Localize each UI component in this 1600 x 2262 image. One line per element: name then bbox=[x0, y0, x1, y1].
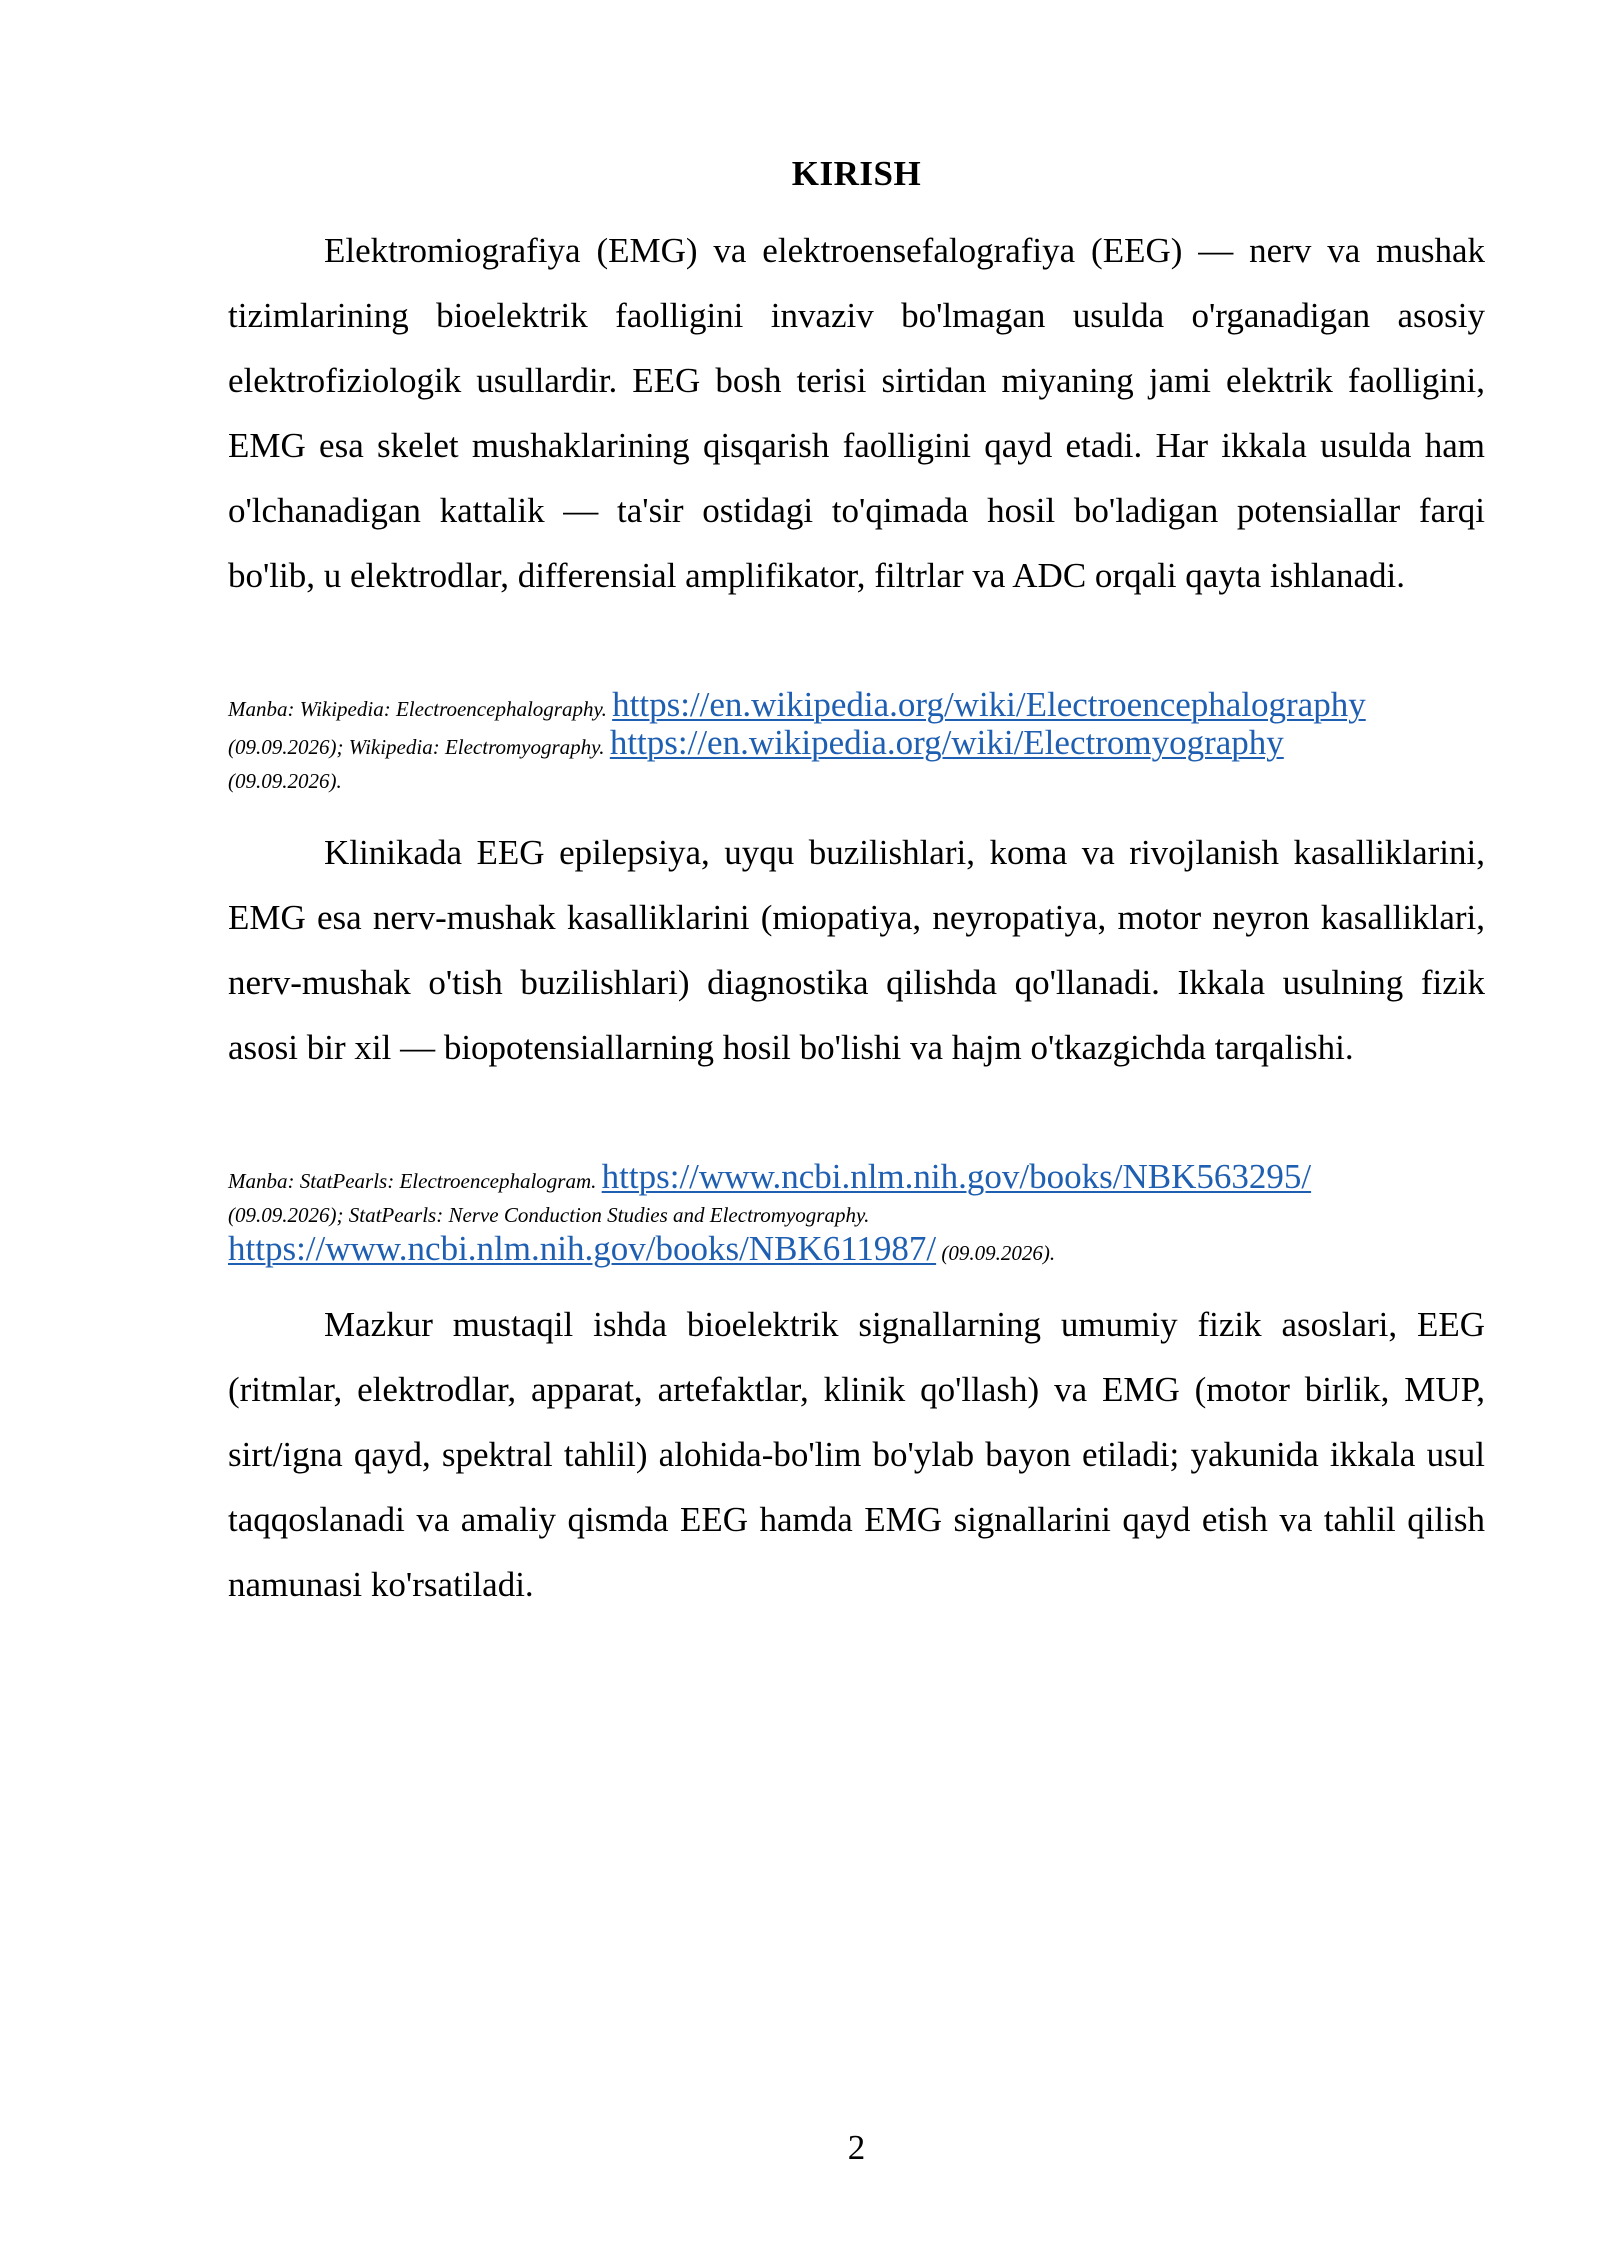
statpearls-eeg-link[interactable]: https://www.ncbi.nlm.nih.gov/books/NBK563295/ bbox=[601, 1157, 1312, 1196]
source-note-1 bbox=[228, 685, 1485, 798]
source-note-2 bbox=[228, 1157, 1485, 1270]
source-note-1-line-1 bbox=[228, 685, 1485, 726]
intro-paragraph-1: Elektromiografiya (EMG) va elektroensefalografiya (EEG) — nerv va mushak tizimlarining bioelektrik faolligini invaziv bo'lmagan usulda o'rganadigan asosiy elektrofiziologik usullardir. EEG bosh terisi sirtidan miyaning jami elektrik faolligini, EMG esa skelet mushaklarining qisqarish faolligini qayd etadi. Har ikkala usulda ham o'lchanadigan kattalik — ta'sir ostidagi to'qimada hosil bo'ladigan potensiallar farqi bo'lib, u elektrodlar, differensial amplifikator, filtrlar va ADC orqali qayta ishlanadi. bbox=[228, 231, 1485, 595]
page-number: 2 bbox=[847, 2128, 866, 2167]
source-note-2-line-1 bbox=[228, 1157, 1485, 1198]
document-page bbox=[228, 0, 1485, 2262]
source-1-text-c: (09.09.2026). bbox=[228, 769, 342, 793]
source-2-text-c: (09.09.2026). bbox=[941, 1241, 1056, 1265]
source-2-text-a: Manba: StatPearls: Electroencephalogram. bbox=[228, 1169, 597, 1193]
source-note-2-line-2 bbox=[228, 1198, 1485, 1232]
intro-paragraph-3: Mazkur mustaqil ishda bioelektrik signallarning umumiy fizik asoslari, EEG (ritmlar, elektrodlar, apparat, artefaktlar, klinik qo'llash) va EMG (motor birlik, MUP, sirt/igna qayd, spektral tahlil) alohida-bo'lim bo'ylab bayon etiladi; yakunida ikkala usul taqqoslanadi va amaliy qismda EEG hamda EMG signallarini qayd etish va tahlil qilish namunasi ko'rsatiladi. bbox=[228, 1305, 1485, 1604]
source-note-1-line-2 bbox=[228, 723, 1485, 764]
statpearls-ncs-emg-link[interactable]: https://www.ncbi.nlm.nih.gov/books/NBK611987/ bbox=[228, 1229, 937, 1268]
source-2-text-b: (09.09.2026); StatPearls: Nerve Conduction Studies and Electromyography. bbox=[228, 1203, 870, 1227]
wikipedia-emg-link[interactable]: https://en.wikipedia.org/wiki/Electromyography bbox=[609, 723, 1284, 762]
intro-paragraph-2: Klinikada EEG epilepsiya, uyqu buzilishlari, koma va rivojlanish kasalliklarini, EMG esa nerv-mushak kasalliklarini (miopatiya, neyropatiya, motor neyron kasalliklari, nerv-mushak o'tish buzilishlari) diagnostika qilishda qo'llanadi. Ikkala usulning fizik asosi bir xil — biopotensiallarning hosil bo'lishi va hajm o'tkazgichda tarqalishi. bbox=[228, 833, 1485, 1067]
source-1-text-a: Manba: Wikipedia: Electroencephalography. bbox=[228, 697, 607, 721]
source-note-2-line-3 bbox=[228, 1229, 1485, 1270]
source-1-text-b: (09.09.2026); Wikipedia: Electromyography. bbox=[228, 735, 605, 759]
wikipedia-eeg-link[interactable]: https://en.wikipedia.org/wiki/Electroencephalography bbox=[612, 685, 1366, 724]
source-note-1-line-3 bbox=[228, 764, 1485, 798]
section-heading: KIRISH bbox=[791, 154, 922, 193]
